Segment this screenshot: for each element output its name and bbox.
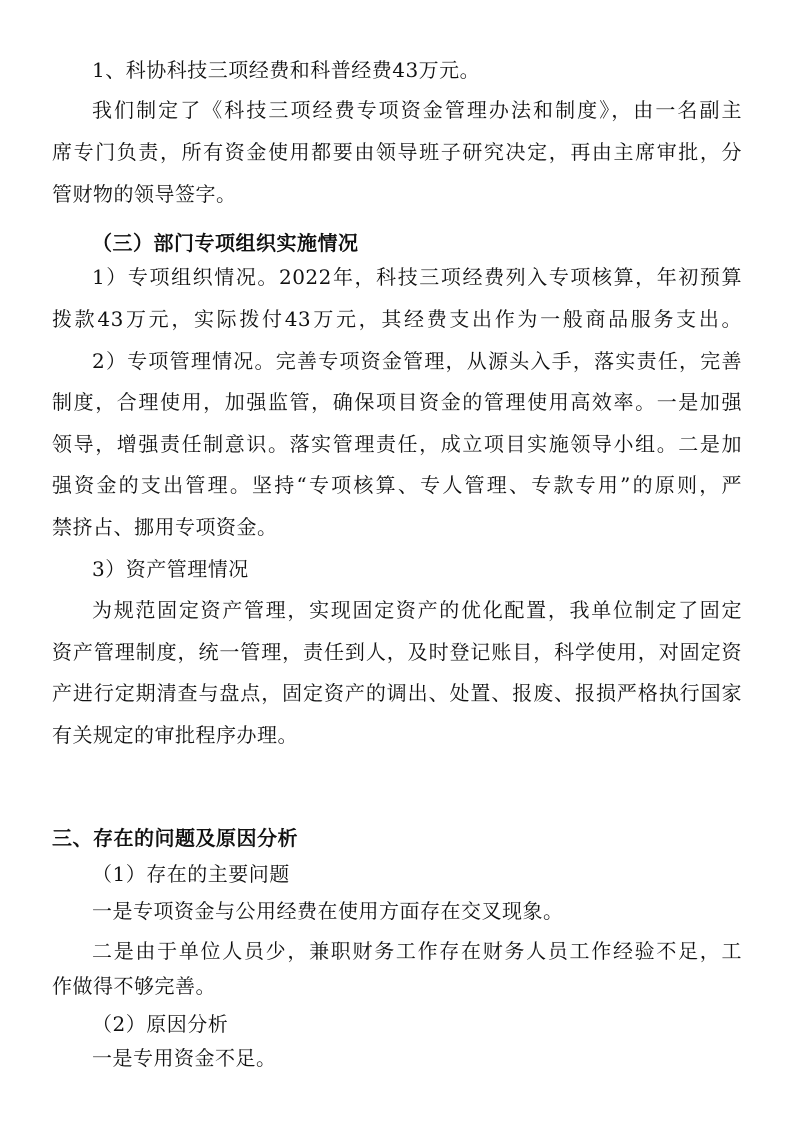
paragraph-line: 资产管理制度，统一管理，责任到人，及时登记账目，科学使用，对固定资 [52, 640, 742, 664]
paragraph-line: 为规范固定资产管理，实现固定资产的优化配置，我单位制定了固定 [92, 598, 742, 622]
paragraph-line: 二是由于单位人员少，兼职财务工作存在财务人员工作经验不足，工 [92, 939, 742, 963]
paragraph-line: 领导，增强责任制意识。落实管理责任，成立项目实施领导小组。二是加 [52, 432, 742, 456]
paragraph-line: 席专门负责，所有资金使用都要由领导班子研究决定，再由主席审批，分 [52, 140, 742, 164]
paragraph-line: 一是专用资金不足。 [92, 1046, 277, 1070]
paragraph-line: 作做得不够完善。 [52, 974, 216, 998]
chapter-heading: 三、存在的问题及原因分析 [52, 826, 298, 850]
paragraph-line: 强资金的支出管理。坚持“专项核算、专人管理、专款专用”的原则，严 [52, 473, 742, 497]
paragraph-line: 我们制定了《科技三项经费专项资金管理办法和制度》，由一名副主 [92, 98, 742, 122]
paragraph-line: 3）资产管理情况 [92, 557, 249, 581]
paragraph-line: 一是专项资金与公用经费在使用方面存在交叉现象。 [92, 899, 564, 923]
paragraph-line: 管财物的领导签字。 [52, 182, 237, 206]
subsection-heading: （2）原因分析 [92, 1012, 229, 1036]
paragraph-line: 拨款43万元，实际拨付43万元，其经费支出作为一般商品服务支出。 [52, 307, 742, 331]
subsection-heading: （1）存在的主要问题 [92, 862, 290, 886]
paragraph-line: 禁挤占、挪用专项资金。 [52, 515, 278, 539]
paragraph-line: 1、科协科技三项经费和科普经费43万元。 [92, 58, 481, 82]
paragraph-line: 2）专项管理情况。完善专项资金管理，从源头入手，落实责任，完善 [92, 349, 742, 373]
paragraph-line: 制度，合理使用，加强监管，确保项目资金的管理使用高效率。一是加强 [52, 390, 742, 414]
paragraph-line: 产进行定期清查与盘点，固定资产的调出、处置、报废、报损严格执行国家 [52, 681, 742, 705]
section-heading: （三）部门专项组织实施情况 [92, 231, 359, 255]
paragraph-line: 1）专项组织情况。2022年，科技三项经费列入专项核算，年初预算 [92, 265, 742, 289]
paragraph-line: 有关规定的审批程序办理。 [52, 723, 298, 747]
